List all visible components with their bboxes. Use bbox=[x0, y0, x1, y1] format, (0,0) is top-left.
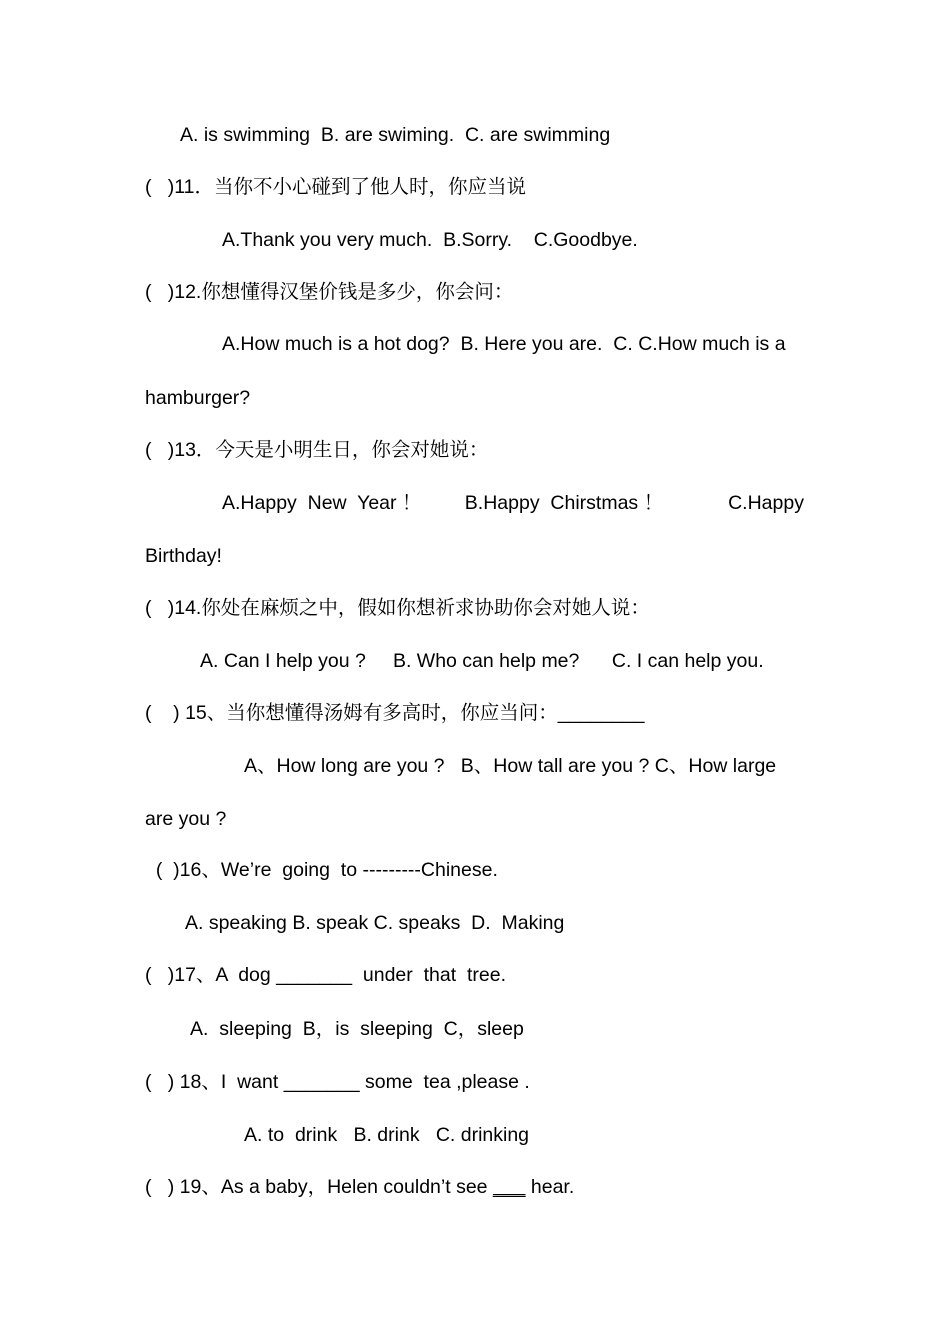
q13-stem: ( )13．今天是小明生日，你会对她说： bbox=[145, 439, 489, 461]
q11-stem: ( )11．当你不小心碰到了他人时，你应当说 bbox=[145, 176, 526, 198]
q19-stem: ( ) 19、As a baby，Helen couldn’t see bbox=[145, 1176, 493, 1198]
q19-stem-line bbox=[145, 1174, 574, 1200]
q12-stem: ( )12.你想懂得汉堡价钱是多少，你会问： bbox=[145, 281, 514, 303]
q15-stem: ( ) 15、当你想懂得汤姆有多高时，你应当问：________ bbox=[145, 702, 645, 724]
q19-stem-end: hear. bbox=[525, 1176, 575, 1198]
q12-options: A.How much is a hot dog? B. Here you are. C. C.How much is a bbox=[222, 333, 786, 355]
q14-stem: ( )14.你处在麻烦之中，假如你想祈求协助你会对她人说： bbox=[145, 597, 650, 619]
q10-options: A. is swimming B. are swiming. C. are swimming bbox=[180, 124, 611, 146]
q18-options: A. to drink B. drink C. drinking bbox=[244, 1124, 530, 1146]
q13-options: A.Happy New Year ！ B.Happy Chirstmas ！ C.Happy bbox=[222, 492, 804, 514]
q11-options: A.Thank you very much. B.Sorry. C.Goodbye. bbox=[222, 229, 638, 251]
q16-stem: ( )16、We’re going to ---------Chinese. bbox=[145, 859, 498, 881]
q18-stem: ( ) 18、I want _______ some tea ,please . bbox=[145, 1071, 530, 1093]
q15-options-continued: are you ? bbox=[145, 808, 227, 830]
q17-stem: ( )17、A dog _______ under that tree. bbox=[145, 964, 506, 986]
q19-blank: ___ bbox=[492, 1176, 526, 1198]
q12-options-continued: hamburger? bbox=[145, 387, 251, 409]
q15-options: A、How long are you ? B、How tall are you ? C、How large bbox=[244, 755, 777, 777]
q13-options-continued: Birthday! bbox=[145, 545, 222, 567]
q14-options: A. Can I help you ? B. Who can help me? C. I can help you. bbox=[200, 650, 764, 672]
q17-options: A. sleeping B，is sleeping C，sleep bbox=[190, 1018, 524, 1040]
q16-options: A. speaking B. speak C. speaks D. Making bbox=[185, 912, 565, 934]
